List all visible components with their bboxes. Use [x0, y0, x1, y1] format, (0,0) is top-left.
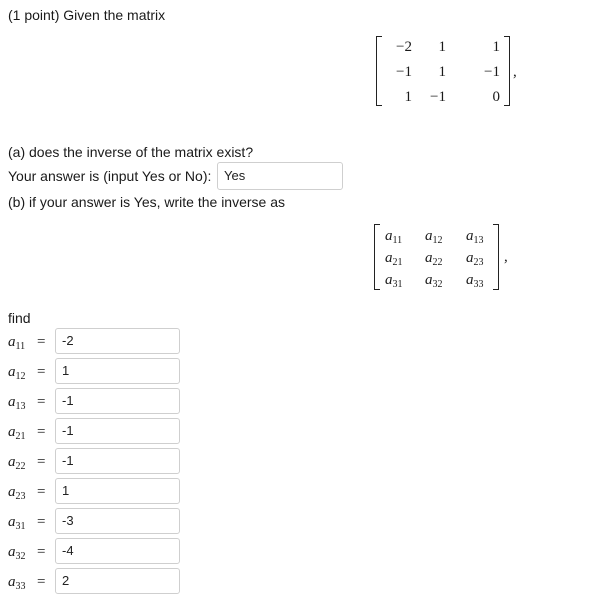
entry-label: $a_{22}$	[8, 454, 26, 472]
matrix-cell: 1	[438, 64, 446, 80]
matrix-cell: 0	[492, 89, 500, 105]
inverse-symbol: $a_{11}$	[385, 228, 403, 246]
answer-prompt: Your answer is (input Yes or No):	[8, 168, 212, 184]
matrix-cell: −1	[396, 64, 412, 80]
inverse-symbol: $a_{23}$	[466, 250, 484, 268]
find-label: find	[8, 310, 31, 326]
inverse-symbol: $a_{21}$	[385, 250, 403, 268]
inverse-trailing-comma: ,	[504, 249, 508, 265]
matrix-cell: 1	[492, 39, 500, 55]
inverse-symbol: $a_{22}$	[425, 250, 443, 268]
equals-sign: =	[37, 454, 46, 470]
entry-label: $a_{13}$	[8, 394, 26, 412]
part-a-text: (a) does the inverse of the matrix exist?	[8, 144, 254, 160]
entry-label: $a_{31}$	[8, 514, 26, 532]
matrix-cell: −1	[430, 89, 446, 105]
matrix-trailing-comma: ,	[513, 64, 517, 80]
equals-sign: =	[37, 394, 46, 410]
matrix-cell: −2	[396, 39, 412, 55]
matrix-cell: 1	[404, 89, 412, 105]
inverse-symbol: $a_{13}$	[466, 228, 484, 246]
left-bracket	[374, 224, 380, 290]
matrix-cell: 1	[438, 39, 446, 55]
a11-input[interactable]: -2	[55, 328, 180, 354]
a32-input[interactable]: -4	[55, 538, 180, 564]
a21-input[interactable]: -1	[55, 418, 180, 444]
a23-input[interactable]: 1	[55, 478, 180, 504]
equals-sign: =	[37, 484, 46, 500]
equals-sign: =	[37, 364, 46, 380]
inverse-matrix	[374, 224, 499, 290]
inverse-symbol: $a_{33}$	[466, 272, 484, 290]
equals-sign: =	[37, 544, 46, 560]
right-bracket	[493, 224, 499, 290]
inverse-symbol: $a_{12}$	[425, 228, 443, 246]
right-bracket	[504, 36, 510, 106]
yes-no-input[interactable]: Yes	[217, 162, 343, 190]
problem-header: (1 point) Given the matrix	[8, 7, 166, 23]
equals-sign: =	[37, 334, 46, 350]
entry-label: $a_{11}$	[8, 334, 26, 352]
equals-sign: =	[37, 574, 46, 590]
equals-sign: =	[37, 514, 46, 530]
left-bracket	[376, 36, 382, 106]
a33-input[interactable]: 2	[55, 568, 180, 594]
inverse-symbol: $a_{31}$	[385, 272, 403, 290]
entry-label: $a_{32}$	[8, 544, 26, 562]
a12-input[interactable]: 1	[55, 358, 180, 384]
a22-input[interactable]: -1	[55, 448, 180, 474]
entry-label: $a_{23}$	[8, 484, 26, 502]
entry-label: $a_{33}$	[8, 574, 26, 592]
given-matrix	[376, 36, 510, 106]
equals-sign: =	[37, 424, 46, 440]
a13-input[interactable]: -1	[55, 388, 180, 414]
inverse-symbol: $a_{32}$	[425, 272, 443, 290]
entry-label: $a_{21}$	[8, 424, 26, 442]
entry-label: $a_{12}$	[8, 364, 26, 382]
part-b-text: (b) if your answer is Yes, write the inverse as	[8, 194, 286, 210]
a31-input[interactable]: -3	[55, 508, 180, 534]
matrix-cell: −1	[484, 64, 500, 80]
